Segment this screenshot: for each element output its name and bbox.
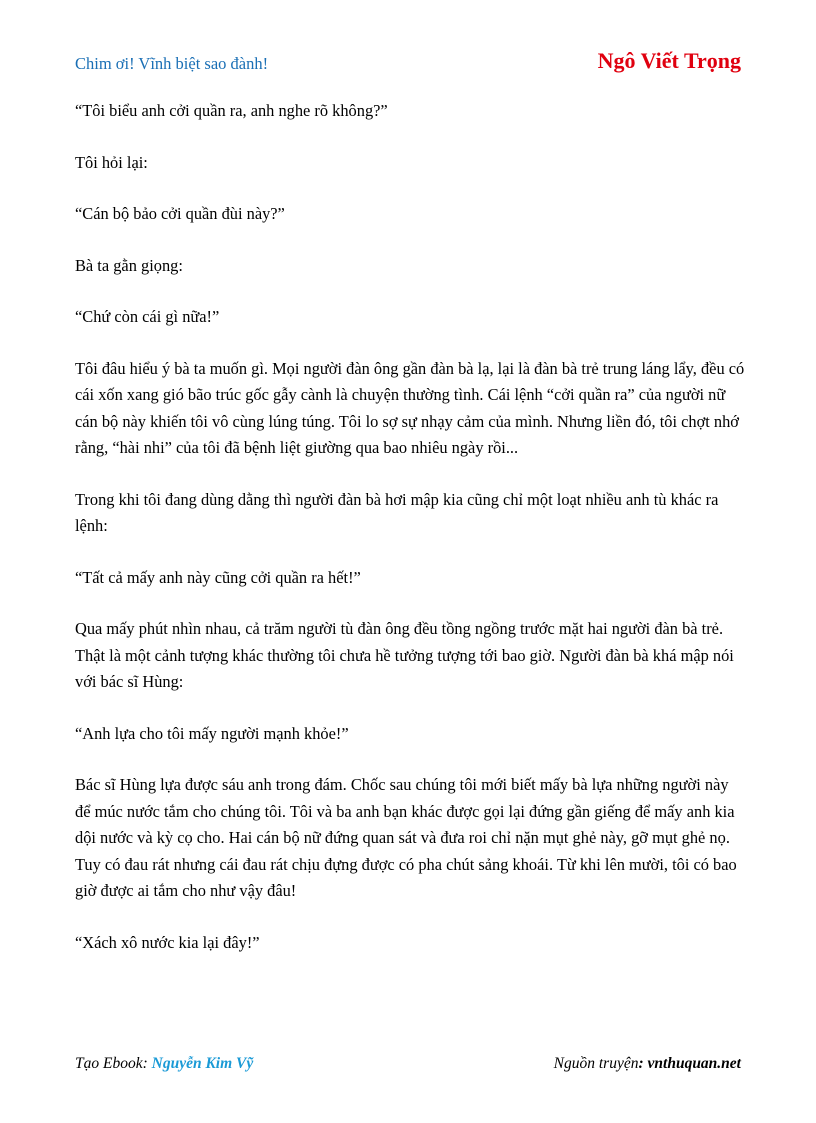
paragraph: Bác sĩ Hùng lựa được sáu anh trong đám. Chốc sau chúng tôi mới biết mấy bà lựa những người này để múc nước tắm cho chúng tôi. Tôi và ba anh bạn khác được gọi lại đứng gần giếng để mấy anh kia dội nước và kỳ cọ cho. Hai cán bộ nữ đứng quan sát và đưa roi chỉ nặn mụt ghẻ này, gỡ mụt ghẻ nọ. Tuy có đau rát nhưng cái đau rát chịu đựng được có pha chút sảng khoái. Từ khi lên mười, tôi có bao giờ được ai tắm cho như vậy đâu! <box>75 775 737 900</box>
paragraph: Qua mấy phút nhìn nhau, cả trăm người tù đàn ông đều tồng ngồng trước mặt hai người đàn bà trẻ. Thật là một cảnh tượng khác thường tôi chưa hề tưởng tượng tới bao giờ. Người đàn bà khá mập nói với bác sĩ Hùng: <box>75 619 734 691</box>
ebook-label: Tạo Ebook <box>75 1055 143 1072</box>
paragraph: “Tất cả mấy anh này cũng cởi quần ra hết!” <box>75 567 361 587</box>
paragraph: “Cán bộ bảo cởi quần đùi này?” <box>75 204 285 223</box>
source-separator: : <box>638 1055 648 1072</box>
paragraph: “Tôi biểu anh cởi quần ra, anh nghe rõ không?” <box>75 101 388 120</box>
paragraph: “Chứ còn cái gì nữa!” <box>75 307 220 326</box>
author-name: Ngô Viết Trọng <box>597 48 741 73</box>
book-title: Chim ơi! Vĩnh biệt sao đành! <box>75 54 269 73</box>
paragraph: Tôi đâu hiểu ý bà ta muốn gì. Mọi người đàn ông gần đàn bà lạ, lại là đàn bà trẻ trung láng lẩy, đều có cái xốn xang gió bão trúc gốc gẫy cành là chuyện thường tình. Cái lệnh “cởi quần ra” của người nữ cán bộ này khiến tôi vô cùng lúng túng. Tôi lo sợ sự nhạy cảm của mình. Nhưng liền đó, tôi chợt nhớ rằng, “hài nhi” của tôi đã bệnh liệt giường qua bao nhiêu ngày rồi... <box>75 358 745 457</box>
paragraph: Bà ta gằn giọng: <box>75 255 183 275</box>
paragraph: Trong khi tôi đang dùng dằng thì người đàn bà hơi mập kia cũng chỉ một loạt nhiều anh tù khác ra lệnh: <box>75 489 719 535</box>
ebook-separator: : <box>142 1055 152 1072</box>
paragraph: “Xách xô nước kia lại đây!” <box>75 932 260 952</box>
source-label: Nguồn truyện <box>553 1055 639 1072</box>
paragraph: “Anh lựa cho tôi mấy người mạnh khỏe!” <box>75 723 349 743</box>
ebook-creator: Nguyễn Kim Vỹ <box>151 1055 254 1072</box>
paragraph: Tôi hỏi lại: <box>75 152 148 172</box>
ebook-credit <box>75 1055 253 1073</box>
source-credit <box>554 1055 741 1073</box>
page-content <box>75 98 747 981</box>
page-header <box>75 48 741 76</box>
source-site: vnthuquan.net <box>647 1055 741 1072</box>
